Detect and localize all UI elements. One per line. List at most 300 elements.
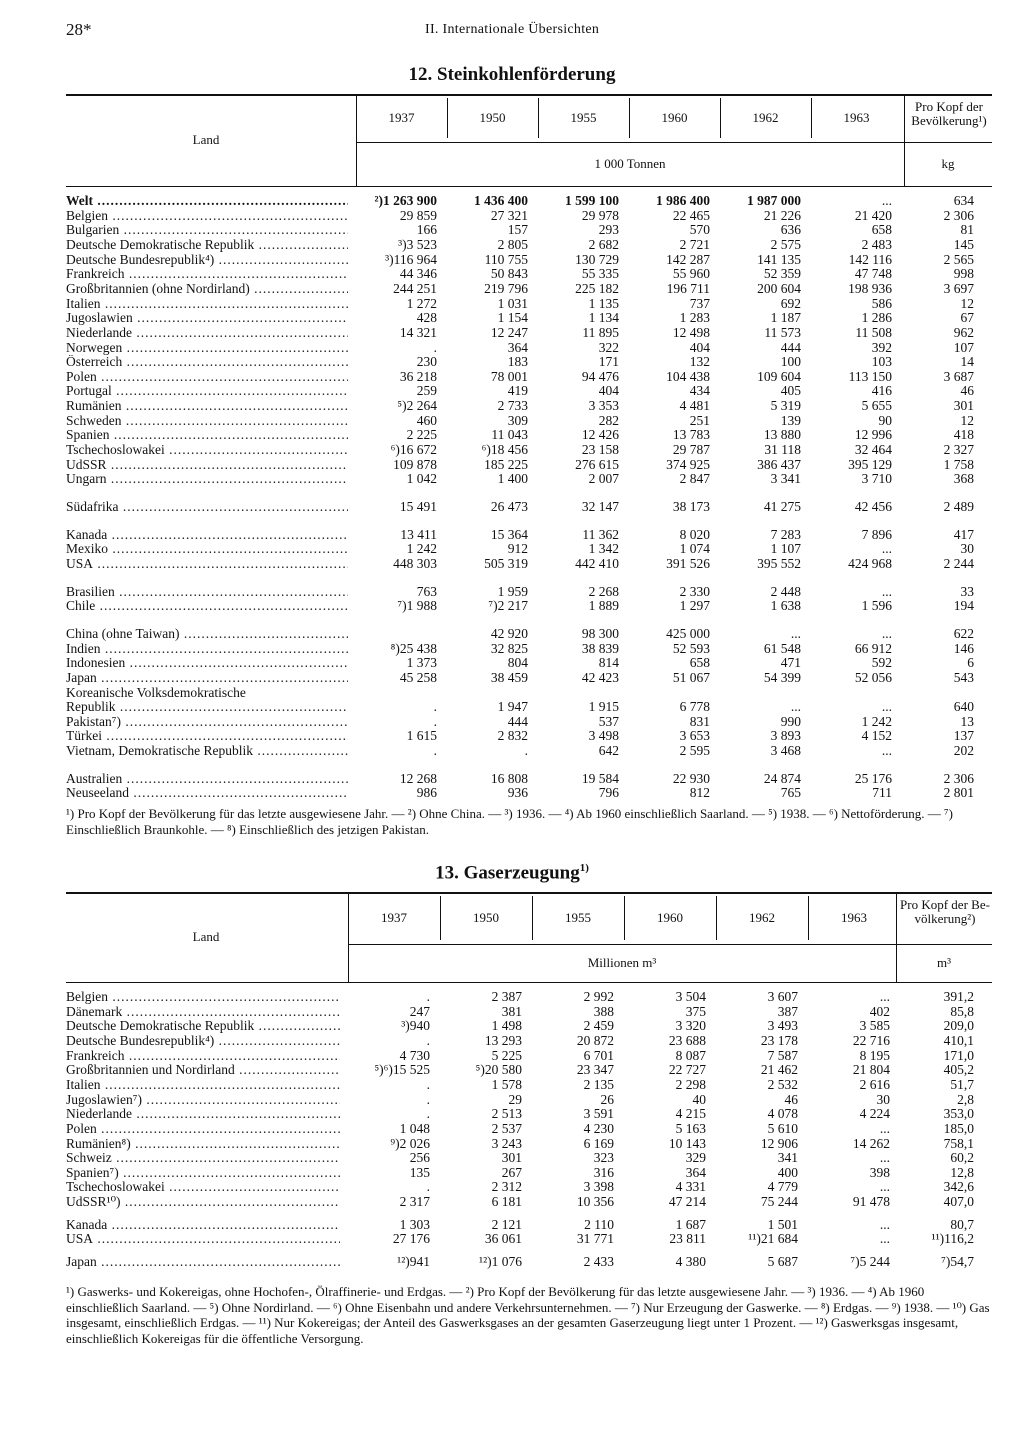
row-value: 986 [416, 785, 437, 801]
row-perhead: 33 [960, 583, 974, 599]
row-value: 32 464 [854, 442, 892, 458]
row-value: 142 287 [666, 251, 710, 267]
row-value: 41 275 [763, 499, 801, 514]
table12-footnotes: ¹) Pro Kopf der Bevölkerung für das letzte ausgewiesene Jahr. — ²) Ohne China. — ³) 1936. — ⁴) Ab 1960 einschließlich Saarland. — ⁵) 1938. — ⁶) Nettoförderung. — ⁷) Einschließlich Braunkohle. — ⁸) Einschließlich des jetzigen Pakistan. [66, 806, 953, 837]
row-value: 658 [871, 222, 892, 238]
table13-title [0, 862, 1024, 884]
table-row [66, 686, 992, 701]
row-value: 1 959 [497, 583, 528, 599]
row-value: 157 [507, 222, 528, 238]
row-value: 6 181 [491, 1194, 522, 1210]
row-value: 1 987 000 [747, 193, 801, 208]
row-value: 2 433 [583, 1254, 614, 1270]
row-value: 113 150 [848, 368, 892, 384]
row-value: 23 811 [669, 1231, 706, 1247]
row-perhead: 962 [953, 324, 974, 340]
row-label: Japan ..... [66, 671, 348, 686]
row-value: 1 031 [497, 295, 528, 311]
row-value: 100 [780, 354, 801, 370]
row-label: Deutsche Demokratische Republik ..... [66, 238, 348, 253]
row-value: 30 [876, 1091, 890, 1107]
row-value: ... [879, 1231, 890, 1247]
row-value: 42 423 [581, 669, 619, 685]
perhead-unit: m³ [936, 955, 951, 970]
row-label: China (ohne Taiwan) ..... [66, 627, 348, 642]
table-row [66, 1034, 992, 1049]
perhead-header: Pro Kopf der Bevölkerung¹) [911, 99, 987, 128]
row-label: Mexiko ..... [66, 542, 348, 557]
row-value: 66 912 [854, 640, 892, 656]
row-perhead: 107 [953, 339, 974, 355]
row-value: 6 701 [583, 1047, 614, 1063]
table-row [66, 1005, 992, 1020]
table-row [66, 786, 992, 801]
row-value: 31 118 [764, 442, 801, 458]
table-row [66, 744, 992, 759]
row-perhead: 418 [953, 427, 974, 443]
row-label: Belgien ..... [66, 209, 348, 224]
row-value: . [426, 1076, 430, 1092]
row-perhead: 14 [960, 354, 974, 370]
row-value: 2 298 [675, 1076, 706, 1092]
table-row [66, 700, 992, 715]
row-value: 814 [598, 655, 619, 671]
year-header: 1963 [841, 910, 867, 925]
row-value: ... [790, 625, 801, 641]
row-value: 387 [777, 1003, 798, 1019]
row-value: 444 [507, 713, 528, 729]
row-value: 419 [507, 383, 528, 399]
row-value: 230 [416, 354, 437, 370]
row-value: 2 317 [399, 1194, 430, 1210]
row-value: 2 330 [679, 583, 710, 599]
row-perhead: 137 [953, 728, 974, 744]
row-value: 61 548 [763, 640, 801, 656]
row-perhead: 194 [953, 598, 974, 614]
row-value: 711 [872, 785, 892, 801]
row-value: 11 043 [491, 427, 528, 443]
row-value: 12 996 [854, 427, 892, 443]
row-value: 3 468 [770, 743, 801, 759]
table-row [66, 341, 992, 356]
row-label: Italien ..... [66, 297, 348, 312]
row-value: 405 [780, 383, 801, 399]
row-value: 2 805 [497, 236, 528, 252]
row-value: 471 [780, 655, 801, 671]
table-row [66, 384, 992, 399]
row-value: ... [881, 193, 892, 208]
table-row [66, 443, 992, 458]
row-perhead: 368 [953, 471, 974, 487]
row-value: 91 478 [852, 1194, 890, 1210]
row-label: Ungarn ..... [66, 472, 348, 487]
row-value: 110 755 [484, 251, 528, 267]
row-value: 21 804 [852, 1062, 890, 1078]
table-row [66, 414, 992, 429]
table-row [66, 209, 992, 224]
row-value: 171 [598, 354, 619, 370]
row-label: USA ..... [66, 1232, 340, 1247]
row-label: Frankreich ..... [66, 1049, 340, 1064]
row-value: 293 [598, 222, 619, 238]
row-value: 1 297 [679, 598, 710, 614]
table-row [66, 1078, 992, 1093]
row-label: Großbritannien (ohne Nordirland) ..... [66, 282, 348, 297]
row-value: 13 293 [484, 1032, 522, 1048]
row-value: 316 [593, 1164, 614, 1180]
row-label: Belgien ..... [66, 990, 340, 1005]
row-value: 27 321 [490, 207, 528, 223]
row-value: 139 [780, 412, 801, 428]
row-value: 2 575 [770, 236, 801, 252]
row-perhead: 2 306 [943, 207, 974, 223]
row-value: 364 [507, 339, 528, 355]
row-value: 196 711 [666, 280, 710, 296]
row-value: 166 [416, 222, 437, 238]
row-value: 381 [501, 1003, 522, 1019]
row-value: 282 [598, 412, 619, 428]
row-value: 388 [593, 1003, 614, 1019]
row-label: Polen ..... [66, 1122, 340, 1137]
top-rule [66, 892, 992, 894]
row-value: 46 [784, 1091, 798, 1107]
row-label: Niederlande ..... [66, 1107, 340, 1122]
row-value: 23 347 [576, 1062, 614, 1078]
row-value: 130 729 [575, 251, 619, 267]
row-perhead: 202 [953, 743, 974, 759]
row-label: Spanien⁷) ..... [66, 1166, 340, 1181]
row-perhead: ⁷)54,7 [941, 1254, 974, 1270]
row-value: 804 [507, 655, 528, 671]
row-value: ... [790, 699, 801, 715]
row-value: . [433, 713, 437, 729]
row-perhead: 353,0 [943, 1106, 974, 1122]
row-label: Dänemark ..... [66, 1005, 340, 1020]
row-value: 135 [409, 1164, 430, 1180]
row-value: 15 491 [399, 499, 437, 514]
row-value: 4 152 [861, 728, 892, 744]
row-value: 141 135 [757, 251, 801, 267]
row-label: Koreanische Volksdemokratische [66, 685, 246, 700]
row-value: 12 906 [760, 1135, 798, 1151]
row-value: 5 225 [491, 1047, 522, 1063]
row-value: 2 459 [583, 1018, 614, 1034]
row-label: Kanada ..... [66, 528, 348, 543]
row-value: 2 537 [491, 1120, 522, 1136]
row-value: 1 889 [588, 598, 619, 614]
row-value: ⁸)25 438 [390, 640, 437, 656]
row-value: 36 061 [484, 1231, 522, 1247]
row-perhead: 301 [953, 398, 974, 414]
row-value: 1 242 [406, 541, 437, 557]
row-value: 31 771 [576, 1231, 614, 1247]
table-row [66, 194, 992, 209]
row-value: 1 687 [675, 1216, 706, 1232]
row-value: . [426, 1179, 430, 1195]
row-label: Deutsche Bundesrepublik⁴) ..... [66, 253, 348, 268]
row-value: ⁷)2 217 [488, 598, 528, 614]
row-value: 1 303 [399, 1216, 430, 1232]
row-label: Österreich ..... [66, 355, 348, 370]
row-value: 29 [508, 1091, 522, 1107]
row-value: 50 843 [490, 266, 528, 282]
row-value: 391 526 [666, 555, 710, 571]
row-value: ⁶)18 456 [481, 442, 528, 458]
row-value: 4 078 [767, 1106, 798, 1122]
row-value: 642 [598, 743, 619, 759]
row-value: 14 321 [399, 324, 437, 340]
row-label: Rumänien ..... [66, 399, 348, 414]
row-value: 98 300 [581, 625, 619, 641]
table-row [66, 990, 992, 1005]
row-perhead: 51,7 [950, 1076, 974, 1092]
row-value: 8 020 [679, 526, 710, 542]
row-value: 15 364 [490, 526, 528, 542]
table-row [66, 642, 992, 657]
row-value: 10 143 [668, 1135, 706, 1151]
table-row [66, 1232, 992, 1247]
row-label: Portugal ..... [66, 384, 348, 399]
row-value: 6 169 [583, 1135, 614, 1151]
row-value: 398 [869, 1164, 890, 1180]
row-value: 460 [416, 412, 437, 428]
table-row [66, 472, 992, 487]
row-perhead: 543 [953, 669, 974, 685]
row-value: 1 638 [770, 598, 801, 614]
row-value: ... [879, 1216, 890, 1232]
row-value: 428 [416, 310, 437, 326]
year-header: 1963 [843, 110, 870, 125]
row-value: 6 778 [679, 699, 710, 715]
row-value: 3 498 [588, 728, 619, 744]
table-row [66, 1063, 992, 1078]
row-value: 404 [689, 339, 710, 355]
row-value: 301 [501, 1150, 522, 1166]
row-value: 936 [507, 785, 528, 801]
row-value: 12 426 [581, 427, 619, 443]
row-value: 505 319 [484, 555, 528, 571]
row-value: 395 552 [757, 555, 801, 571]
row-value: 21 462 [760, 1062, 798, 1078]
row-value: ... [879, 1120, 890, 1136]
table-row [66, 585, 992, 600]
row-label: Jugoslawien⁷) ..... [66, 1093, 340, 1108]
row-perhead: 80,7 [950, 1216, 974, 1232]
row-value: ²)1 263 900 [374, 193, 437, 208]
row-perhead: 2 801 [943, 785, 974, 801]
row-perhead: 2 489 [943, 499, 974, 514]
row-value: 1 986 400 [656, 193, 710, 208]
row-value: 51 067 [672, 669, 710, 685]
row-value: 570 [689, 222, 710, 238]
row-label: Vietnam, Demokratische Republik ..... [66, 744, 348, 759]
row-value: 442 410 [575, 555, 619, 571]
header-rule [66, 982, 992, 983]
row-value: 812 [689, 785, 710, 801]
row-value: 1 134 [588, 310, 619, 326]
row-perhead: 46 [960, 383, 974, 399]
row-value: 1 501 [767, 1216, 798, 1232]
row-value: 1 615 [406, 728, 437, 744]
row-value: 198 936 [848, 280, 892, 296]
row-value: 1 286 [861, 310, 892, 326]
row-value: 2 135 [583, 1076, 614, 1092]
row-value: 1 596 [861, 598, 892, 614]
row-value: . [426, 1032, 430, 1048]
table-row [66, 370, 992, 385]
row-value: 24 874 [763, 770, 801, 786]
row-label: Pakistan⁷) ..... [66, 715, 348, 730]
row-value: 395 129 [848, 456, 892, 472]
row-label: Indien ..... [66, 642, 348, 657]
row-value: ... [881, 743, 892, 759]
row-value: 3 243 [491, 1135, 522, 1151]
row-value: 5 163 [675, 1120, 706, 1136]
row-value: 592 [871, 655, 892, 671]
row-label: Australien ..... [66, 772, 348, 787]
row-value: ⁷)1 988 [397, 598, 437, 614]
row-value: 425 000 [666, 625, 710, 641]
row-value: 109 604 [757, 368, 801, 384]
row-value: 1 400 [497, 471, 528, 487]
row-perhead: 30 [960, 541, 974, 557]
unit-header: Millionen m³ [587, 955, 657, 970]
year-header: 1960 [661, 110, 688, 125]
table-row [66, 355, 992, 370]
row-value: 7 896 [861, 526, 892, 542]
row-value: 2 225 [406, 427, 437, 443]
row-value: 1 342 [588, 541, 619, 557]
row-value: 40 [692, 1091, 706, 1107]
row-value: ⁷)5 244 [850, 1254, 890, 1270]
row-label: Neuseeland ..... [66, 786, 348, 801]
row-value: 21 226 [763, 207, 801, 223]
year-header: 1950 [473, 910, 499, 925]
row-value: 4 380 [675, 1254, 706, 1270]
row-perhead: 1 758 [943, 456, 974, 472]
table-row [66, 671, 992, 686]
row-value: 3 493 [767, 1018, 798, 1034]
table-row [66, 282, 992, 297]
row-value: 3 320 [675, 1018, 706, 1034]
table-row [66, 557, 992, 572]
table-row [66, 458, 992, 473]
row-label: Republik ..... [66, 700, 348, 715]
row-value: 22 727 [668, 1062, 706, 1078]
year-header: 1962 [752, 110, 779, 125]
perhead-unit: kg [941, 156, 955, 171]
row-value: 2 682 [588, 236, 619, 252]
row-value: 29 787 [672, 442, 710, 458]
row-value: 3 607 [767, 989, 798, 1004]
row-value: 94 476 [581, 368, 619, 384]
row-value: 3 341 [770, 471, 801, 487]
row-value: 4 779 [767, 1179, 798, 1195]
row-label: Chile ..... [66, 599, 348, 614]
row-perhead: 67 [960, 310, 974, 326]
table-row [66, 599, 992, 614]
row-value: 29 978 [581, 207, 619, 223]
row-value: 2 387 [491, 989, 522, 1004]
row-value: 25 176 [854, 770, 892, 786]
row-perhead: 209,0 [943, 1018, 974, 1034]
table-row [66, 1180, 992, 1195]
row-value: 104 438 [666, 368, 710, 384]
row-value: 47 748 [854, 266, 892, 282]
row-label: Tschechoslowakei ..... [66, 1180, 340, 1195]
row-value: 90 [878, 412, 892, 428]
row-value: 2 448 [770, 583, 801, 599]
row-perhead: 13 [960, 713, 974, 729]
row-value: 912 [507, 541, 528, 557]
row-perhead: 146 [953, 640, 974, 656]
row-value: 5 655 [861, 398, 892, 414]
row-value: 8 087 [675, 1047, 706, 1063]
row-value: 1 048 [399, 1120, 430, 1136]
row-label: Bulgarien ..... [66, 223, 348, 238]
row-value: 4 230 [583, 1120, 614, 1136]
row-perhead: 12 [960, 412, 974, 428]
row-label: Großbritannien und Nordirland ..... [66, 1063, 340, 1078]
row-value: 3 710 [861, 471, 892, 487]
row-value: 1 187 [770, 310, 801, 326]
row-value: 52 359 [763, 266, 801, 282]
row-perhead: 407,0 [943, 1194, 974, 1210]
row-value: ³)3 523 [398, 236, 437, 252]
row-value: 2 532 [767, 1076, 798, 1092]
row-value: 251 [689, 412, 710, 428]
year-header: 1955 [570, 110, 597, 125]
row-value: 2 121 [491, 1216, 522, 1232]
row-perhead: 640 [953, 699, 974, 715]
table-row [66, 267, 992, 282]
row-perhead: 2 327 [943, 442, 974, 458]
row-value: 3 893 [770, 728, 801, 744]
row-perhead: 2,8 [957, 1091, 974, 1107]
row-value: 322 [598, 339, 619, 355]
row-value: 11 895 [582, 324, 619, 340]
table-row [66, 1255, 992, 1270]
row-label: Deutsche Bundesrepublik⁴) ..... [66, 1034, 340, 1049]
row-value: 47 214 [668, 1194, 706, 1210]
perhead-divider [904, 94, 905, 186]
row-perhead: 417 [953, 526, 974, 542]
row-value: 1 154 [497, 310, 528, 326]
row-value: 658 [689, 655, 710, 671]
row-value: 2 721 [679, 236, 710, 252]
row-value: 38 459 [490, 669, 528, 685]
row-value: 42 456 [854, 499, 892, 514]
row-perhead: 12 [960, 295, 974, 311]
row-value: 448 303 [393, 555, 437, 571]
row-perhead: 410,1 [943, 1032, 974, 1048]
row-value: 1 272 [406, 295, 437, 311]
table12-title: 12. Steinkohlenförderung [408, 64, 616, 85]
row-value: 309 [507, 412, 528, 428]
row-value: 16 808 [490, 770, 528, 786]
table-row [66, 1049, 992, 1064]
row-value: ... [879, 989, 890, 1004]
header-rule [66, 186, 992, 187]
row-value: 3 591 [583, 1106, 614, 1122]
row-label: Kanada ..... [66, 1218, 340, 1233]
table-row [66, 253, 992, 268]
row-value: 247 [409, 1003, 430, 1019]
table-row [66, 311, 992, 326]
row-value: 831 [689, 713, 710, 729]
row-value: 5 610 [767, 1120, 798, 1136]
table12 [66, 94, 992, 804]
